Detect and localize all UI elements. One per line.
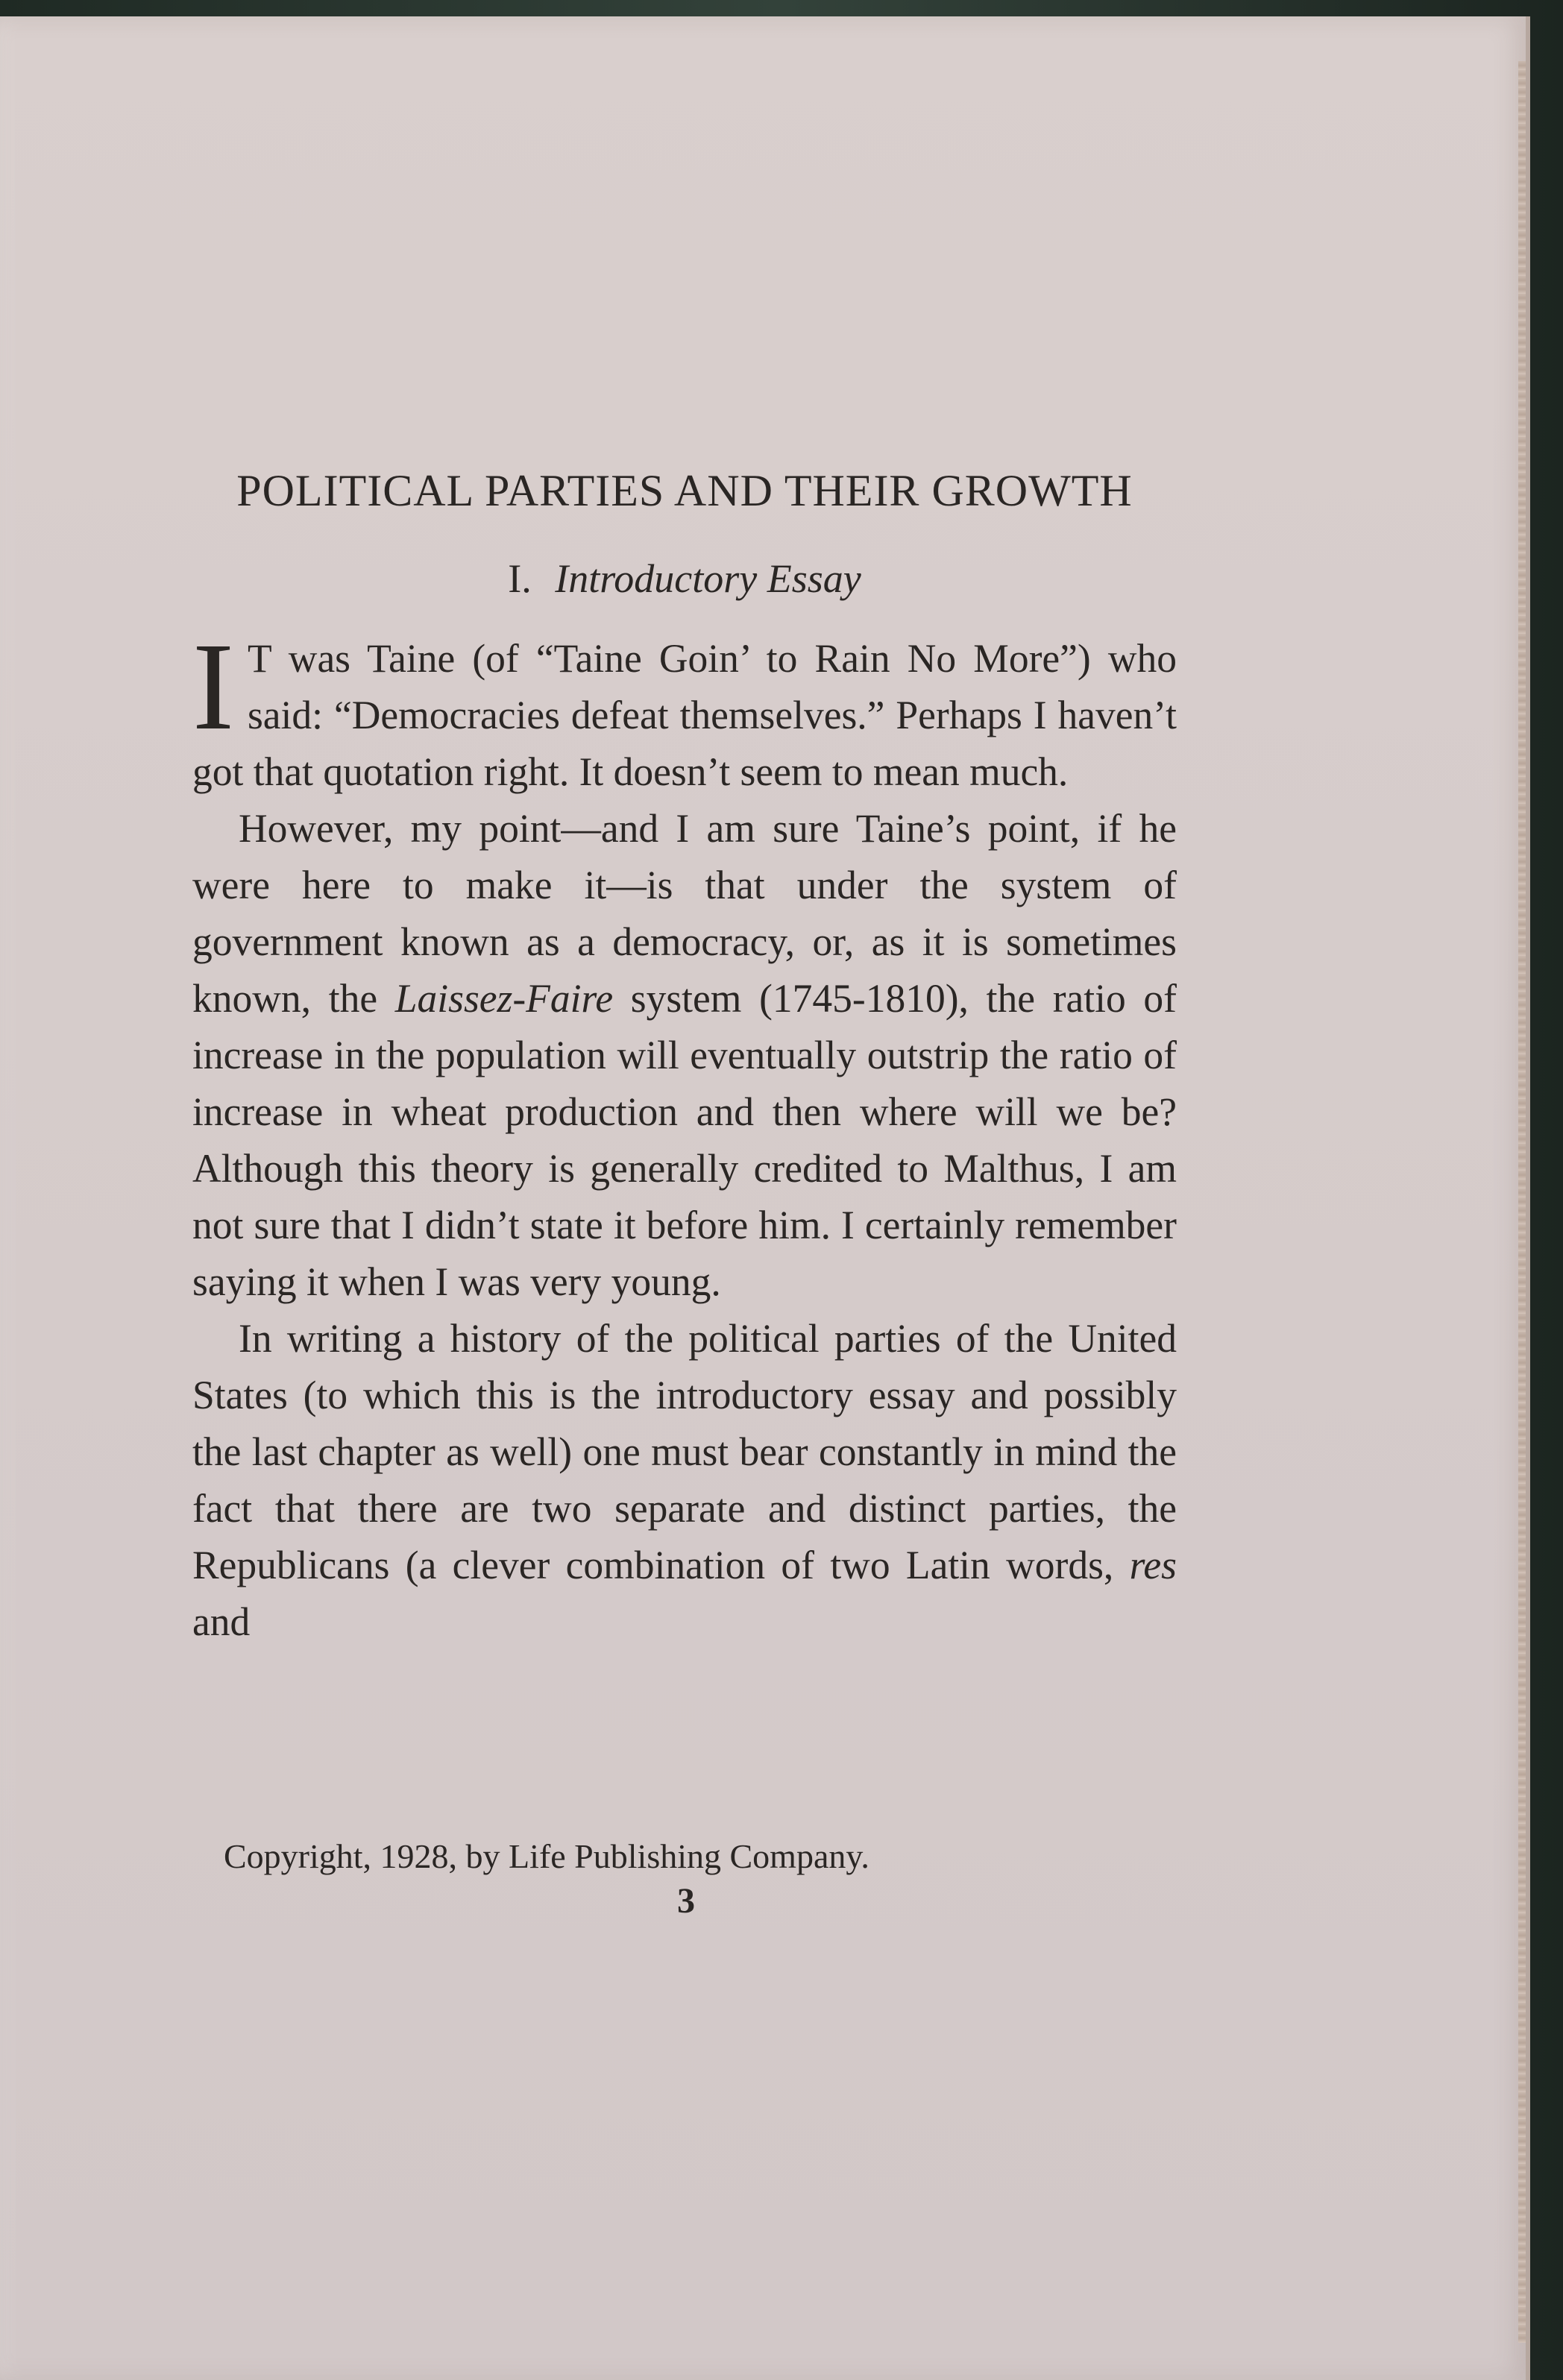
- copyright-notice: Copyright, 1928, by Life Publishing Company.: [224, 1837, 869, 1875]
- section-number: I.: [508, 556, 532, 601]
- paragraph-3-text-a: In writing a history of the political parties of the United States (to which this is the introductory essay and possibly the last chapter as well) one must bear constantly in mind the fact that there are two separate and distinct parties, the Republicans (a clever combination of two Latin words,: [192, 1315, 1177, 1587]
- section-heading: [192, 555, 1177, 603]
- paragraph-2-text-a: However, my point—and I am sure Taine’s point, if he were here to make it—is that under the system of government known as a democracy, or, as it is sometimes known, the: [192, 805, 1177, 1021]
- page-number: 3: [677, 1881, 695, 1921]
- paragraph-3-text-b: and: [192, 1599, 251, 1644]
- paragraph-1-text: T was Taine (of “Taine Goin’ to Rain No More”) who said: “Democracies defeat themselves.” Perhaps I haven’t got that quotation right. It doesn’t seem to mean much.: [192, 635, 1177, 794]
- paragraph-3: [192, 1310, 1177, 1650]
- drop-cap: I: [192, 617, 234, 756]
- paragraph-2-italic: Laissez-Faire: [394, 975, 614, 1021]
- section-title: Introductory Essay: [555, 556, 861, 601]
- paragraph-2: [192, 800, 1177, 1310]
- paragraph-1: [192, 617, 1177, 800]
- book-page: [0, 16, 1530, 2380]
- paragraph-2-text-b: system (1745-1810), the ratio of increase in the population will eventually outstrip the ratio of increase in wheat production and then where will we be? Although this theory is generally credited to Malthus, I am not sure that I didn’t state it before him. I certainly remember saying it when I was very young.: [192, 975, 1177, 1304]
- chapter-title: POLITICAL PARTIES AND THEIR GROWTH: [236, 466, 1133, 515]
- page-edge: [1518, 61, 1526, 2343]
- text-block: [192, 464, 1177, 1650]
- paragraph-3-italic: res: [1129, 1542, 1177, 1587]
